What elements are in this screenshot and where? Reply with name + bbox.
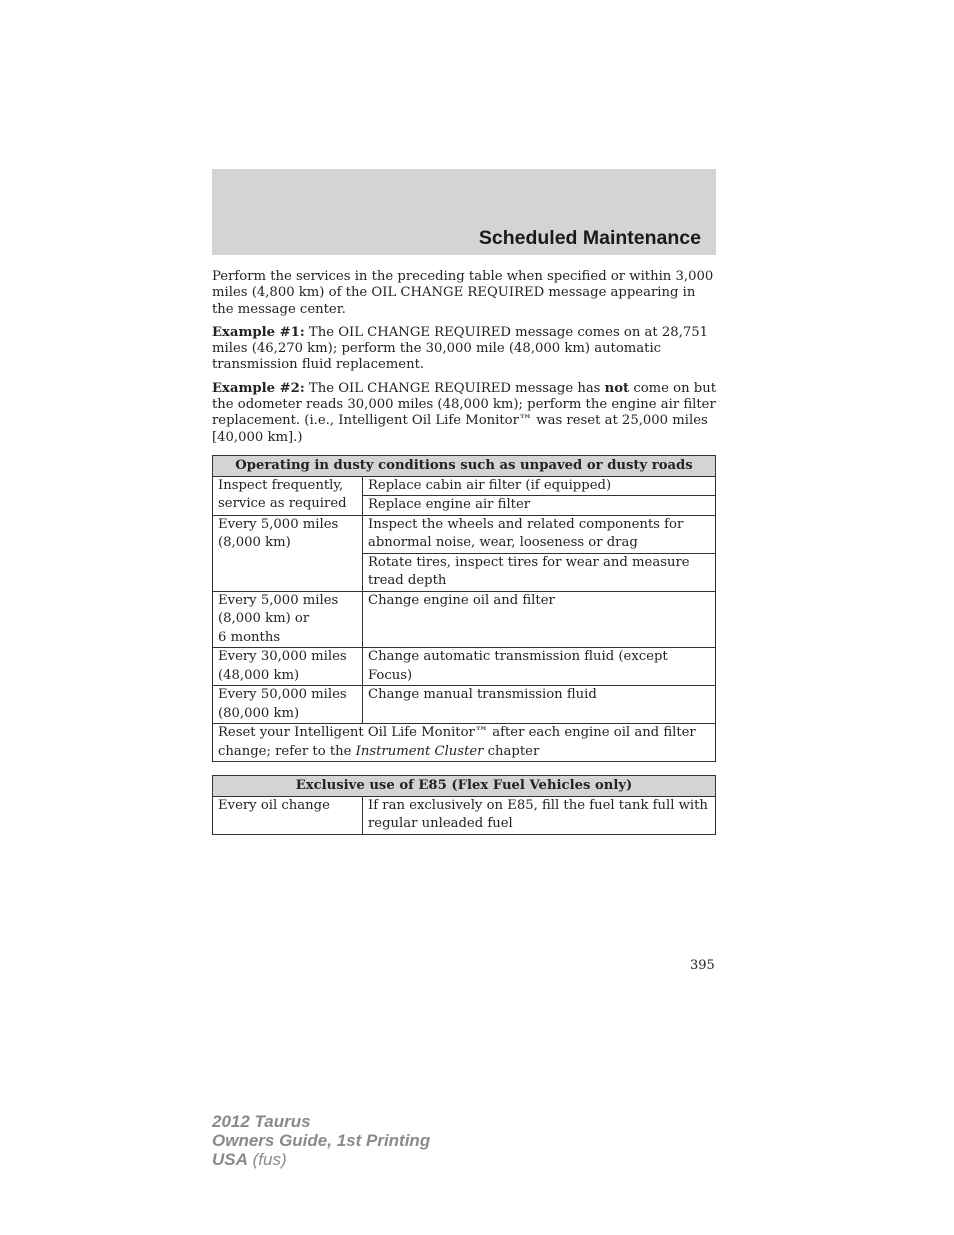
service-cell: If ran exclusively on E85, fill the fuel tank full with regular unleaded fuel	[363, 796, 716, 834]
table-row	[213, 796, 716, 834]
interval-cell: Every 30,000 miles (48,000 km)	[213, 648, 363, 686]
footer-line-2: Owners Guide, 1st Printing	[212, 1131, 431, 1150]
service-cell: Rotate tires, inspect tires for wear and measure tread depth	[363, 553, 716, 591]
interval-line: (8,000 km) or	[218, 611, 310, 626]
footer-line-3	[212, 1150, 430, 1169]
interval-cell: Every 5,000 miles (8,000 km)	[213, 515, 363, 591]
service-cell: Change manual transmission fluid	[363, 686, 716, 724]
footer-line-1: 2012 Taurus	[212, 1112, 311, 1131]
example-2-emphasis: not	[604, 380, 630, 396]
footer-region-code: (fus)	[247, 1150, 287, 1169]
table-row	[213, 591, 716, 648]
service-cell: Replace engine air filter	[363, 496, 716, 516]
table-row	[213, 724, 716, 762]
note-text-before: Reset your Intelligent Oil Life Monitor™ after each engine oil and filter change; refer to the	[218, 725, 696, 759]
note-chapter-name: Instrument Cluster	[355, 743, 484, 759]
interval-cell: Every 50,000 miles (80,000 km)	[213, 686, 363, 724]
table-row	[213, 686, 716, 724]
footer-region: USA	[212, 1150, 248, 1169]
interval-line: Every 5,000 miles	[218, 592, 339, 608]
section-header-band	[212, 169, 716, 255]
interval-cell: Every oil change	[213, 796, 363, 834]
example-1-paragraph	[212, 325, 718, 374]
section-title: Scheduled Maintenance	[478, 227, 701, 249]
interval-cell: Inspect frequently, service as required	[213, 476, 363, 515]
page-number: 395	[690, 958, 715, 973]
dusty-conditions-table	[212, 455, 716, 762]
note-text-after: chapter	[483, 743, 540, 759]
e85-table	[212, 775, 716, 835]
service-cell: Inspect the wheels and related components for abnormal noise, wear, looseness or drag	[363, 515, 716, 553]
body-text	[212, 269, 718, 453]
example-1-text: The OIL CHANGE REQUIRED message comes on at 28,751 miles (46,270 km); perform the 30,000 mile (48,000 km) automatic transmission fluid replacement.	[212, 324, 709, 373]
document-footer	[212, 1112, 430, 1169]
example-2-text-before: The OIL CHANGE REQUIRED message has	[304, 380, 605, 396]
example-2-label: Example #2:	[212, 380, 305, 396]
table-row	[213, 515, 716, 553]
interval-cell	[213, 591, 363, 648]
example-2-text-after: come on but the odometer reads 30,000 miles (48,000 km); perform the engine air filter replacement. (i.e., Intelligent Oil Life Monitor™ was reset at 25,000 miles [40,000 km].)	[212, 380, 717, 445]
example-1-label: Example #1:	[212, 324, 305, 340]
oil-life-monitor-note	[213, 724, 716, 762]
example-2-paragraph	[212, 381, 718, 446]
table-row	[213, 648, 716, 686]
service-cell: Change automatic transmission fluid (except Focus)	[363, 648, 716, 686]
service-cell: Change engine oil and filter	[363, 591, 716, 648]
intro-paragraph: Perform the services in the preceding table when specified or within 3,000 miles (4,800 km) of the OIL CHANGE REQUIRED message appearing in the message center.	[212, 269, 714, 317]
interval-line: 6 months	[218, 629, 281, 645]
e85-table-header: Exclusive use of E85 (Flex Fuel Vehicles only)	[213, 776, 716, 797]
service-cell: Replace cabin air filter (if equipped)	[363, 476, 716, 496]
dusty-table-header: Operating in dusty conditions such as unpaved or dusty roads	[213, 456, 716, 477]
table-row	[213, 476, 716, 496]
